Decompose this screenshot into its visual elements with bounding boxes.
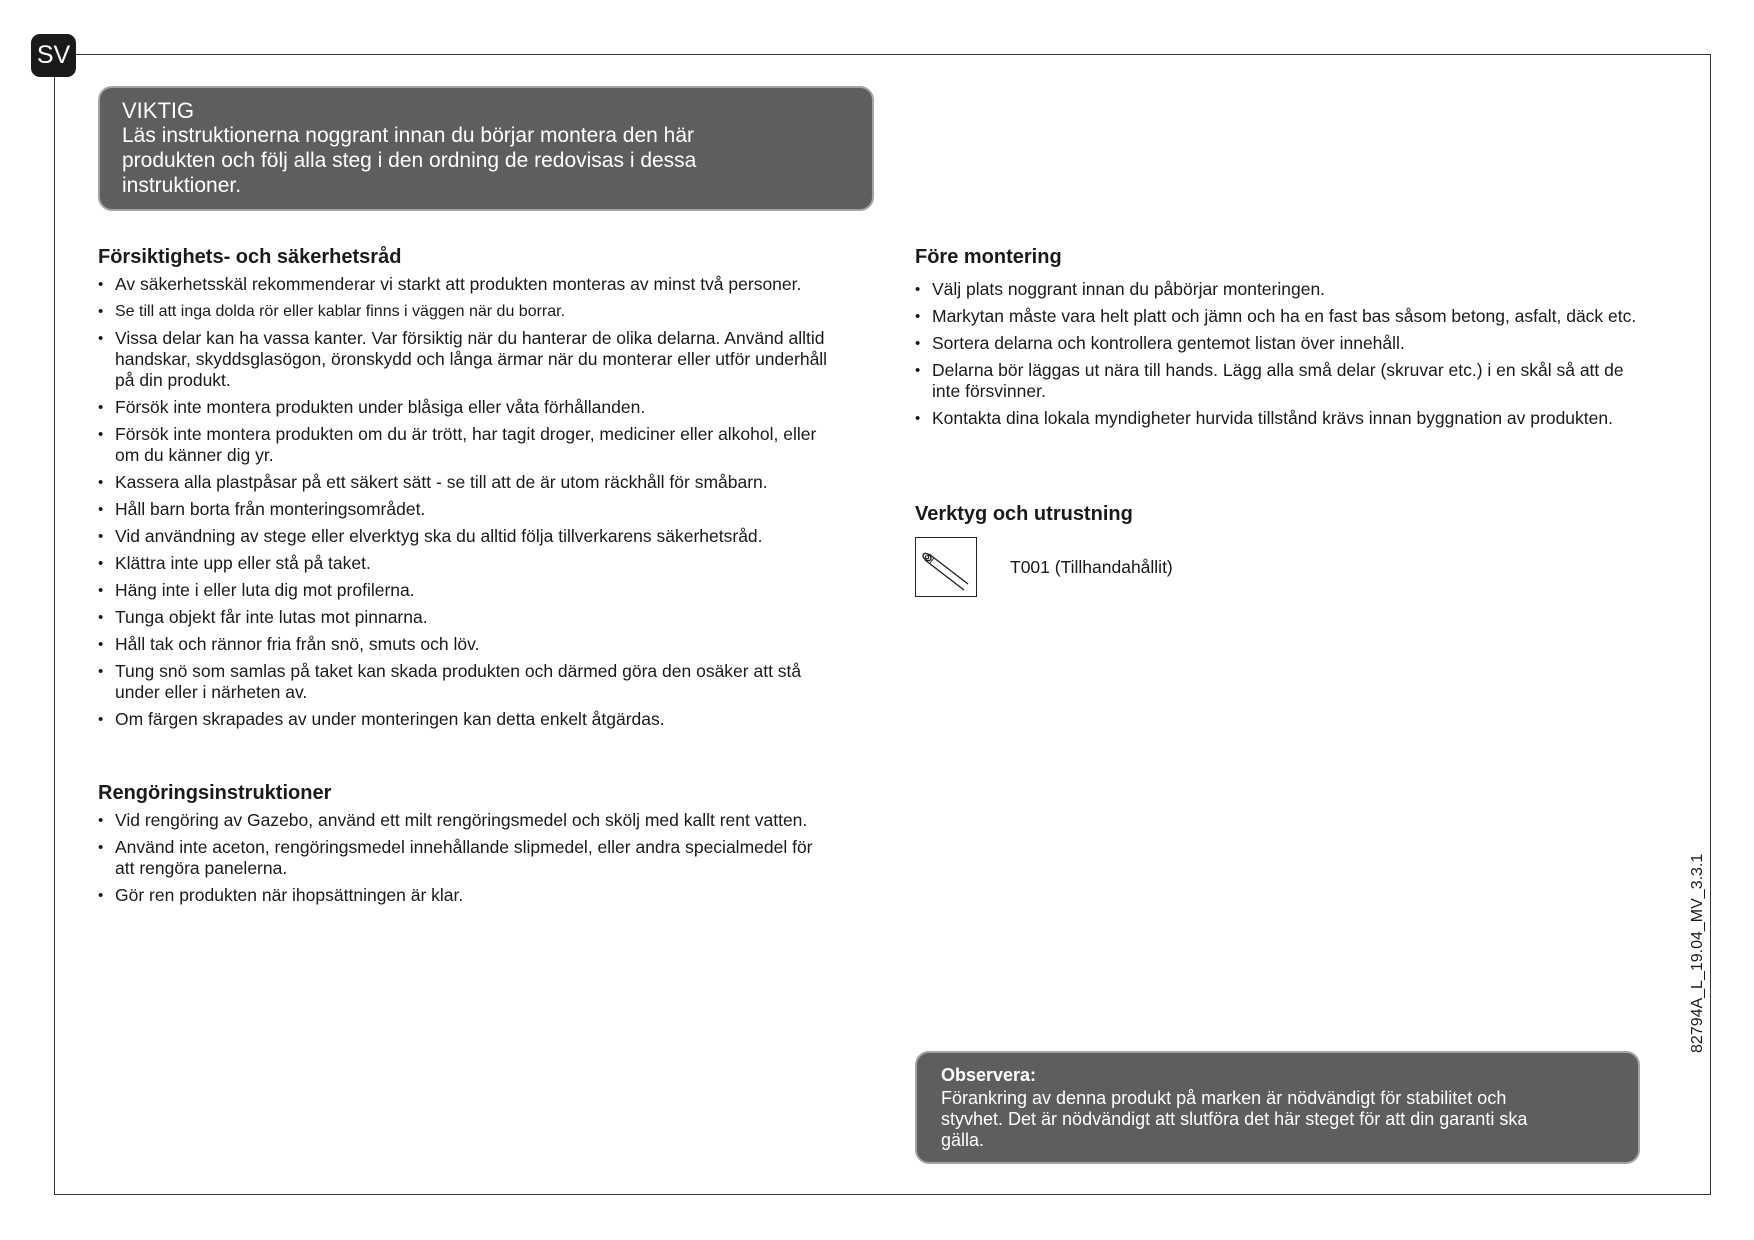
important-notice-line: Läs instruktionerna noggrant innan du börjar montera den här bbox=[122, 124, 695, 147]
before-assembly-list-item: • Markytan måste vara helt platt och jämn och ha en fast bas såsom betong, asfalt, däck etc. bbox=[915, 306, 1655, 327]
before-assembly-list bbox=[915, 279, 1655, 429]
note-line: Förankring av denna produkt på marken är nödvändigt för stabilitet och bbox=[941, 1088, 1507, 1108]
cleaning-list-item: • Vid rengöring av Gazebo, använd ett milt rengöringsmedel och skölj med kallt rent vatten. bbox=[98, 810, 828, 831]
cleaning-list bbox=[98, 810, 828, 906]
note-line: gälla. bbox=[941, 1130, 985, 1150]
before-assembly-list-item: • Sortera delarna och kontrollera gentemot listan över innehåll. bbox=[915, 333, 1655, 354]
note-line: styvhet. Det är nödvändigt att slutföra det här steget för att din garanti ska bbox=[941, 1109, 1528, 1129]
safety-list-item: • Håll tak och rännor fria från snö, smuts och löv. bbox=[98, 634, 828, 655]
safety-list-item: • Vid användning av stege eller elverktyg ska du alltid följa tillverkarens säkerhetsråd. bbox=[98, 526, 828, 547]
safety-list-item: • Klättra inte upp eller stå på taket. bbox=[98, 553, 828, 574]
cleaning-heading: Rengöringsinstruktioner bbox=[98, 782, 332, 804]
important-notice-title: VIKTIG bbox=[122, 98, 195, 123]
note-title: Observera: bbox=[941, 1065, 1037, 1085]
safety-heading: Försiktighets- och säkerhetsråd bbox=[98, 246, 402, 268]
tools-heading: Verktyg och utrustning bbox=[915, 503, 1133, 525]
before-assembly-list-item: • Delarna bör läggas ut nära till hands. Lägg alla små delar (skruvar etc.) i en skål så att de inte försvinner. bbox=[915, 360, 1655, 402]
safety-list-item: • Häng inte i eller luta dig mot profilerna. bbox=[98, 580, 828, 601]
tools-section bbox=[915, 502, 1655, 531]
before-assembly-heading: Före montering bbox=[915, 246, 1062, 268]
tool-label: T001 (Tillhandahållit) bbox=[1010, 557, 1173, 577]
document-code: 82794A_L_19.04_MV_3.3.1 bbox=[1689, 853, 1706, 1053]
screwdriver-bit-icon bbox=[915, 537, 977, 597]
cleaning-list-item: • Använd inte aceton, rengöringsmedel innehållande slipmedel, eller andra specialmedel för att rengöra panelerna. bbox=[98, 837, 828, 879]
safety-list-item: • Försök inte montera produkten under blåsiga eller våta förhållanden. bbox=[98, 397, 828, 418]
important-notice-line: instruktioner. bbox=[122, 174, 242, 197]
important-notice-box bbox=[98, 86, 874, 211]
safety-list-item: • Vissa delar kan ha vassa kanter. Var försiktig när du hanterar de olika delarna. Använd alltid handskar, skyddsglasögon, öronskydd och långa ärmar när du monterar eller utför underhåll på din produkt. bbox=[98, 328, 828, 391]
safety-list-item: • Håll barn borta från monteringsområdet. bbox=[98, 499, 828, 520]
important-notice-line: produkten och följ alla steg i den ordning de redovisas i dessa bbox=[122, 149, 697, 172]
safety-list-item: • Tung snö som samlas på taket kan skada produkten och därmed göra den osäker att stå under eller i närheten av. bbox=[98, 661, 828, 703]
safety-list-item: • Se till att inga dolda rör eller kablar finns i väggen när du borrar. bbox=[98, 301, 828, 322]
safety-list-item: • Tunga objekt får inte lutas mot pinnarna. bbox=[98, 607, 828, 628]
safety-list-item: • Försök inte montera produkten om du är trött, har tagit droger, mediciner eller alkohol, eller om du känner dig yr. bbox=[98, 424, 828, 466]
cleaning-section bbox=[98, 781, 828, 912]
safety-list-item: • Om färgen skrapades av under monteringen kan detta enkelt åtgärdas. bbox=[98, 709, 828, 730]
language-badge: SV bbox=[31, 34, 76, 77]
before-assembly-list-item: • Välj plats noggrant innan du påbörjar monteringen. bbox=[915, 279, 1655, 300]
safety-list-item: • Av säkerhetsskäl rekommenderar vi starkt att produkten monteras av minst två personer. bbox=[98, 274, 828, 295]
cleaning-list-item: • Gör ren produkten när ihopsättningen är klar. bbox=[98, 885, 828, 906]
safety-list bbox=[98, 274, 828, 730]
before-assembly-section bbox=[915, 245, 1655, 435]
safety-list-item: • Kassera alla plastpåsar på ett säkert sätt - se till att de är utom räckhåll för småbarn. bbox=[98, 472, 828, 493]
safety-section bbox=[98, 245, 828, 736]
before-assembly-list-item: • Kontakta dina lokala myndigheter hurvida tillstånd krävs innan byggnation av produkten. bbox=[915, 408, 1655, 429]
note-box bbox=[915, 1051, 1640, 1164]
